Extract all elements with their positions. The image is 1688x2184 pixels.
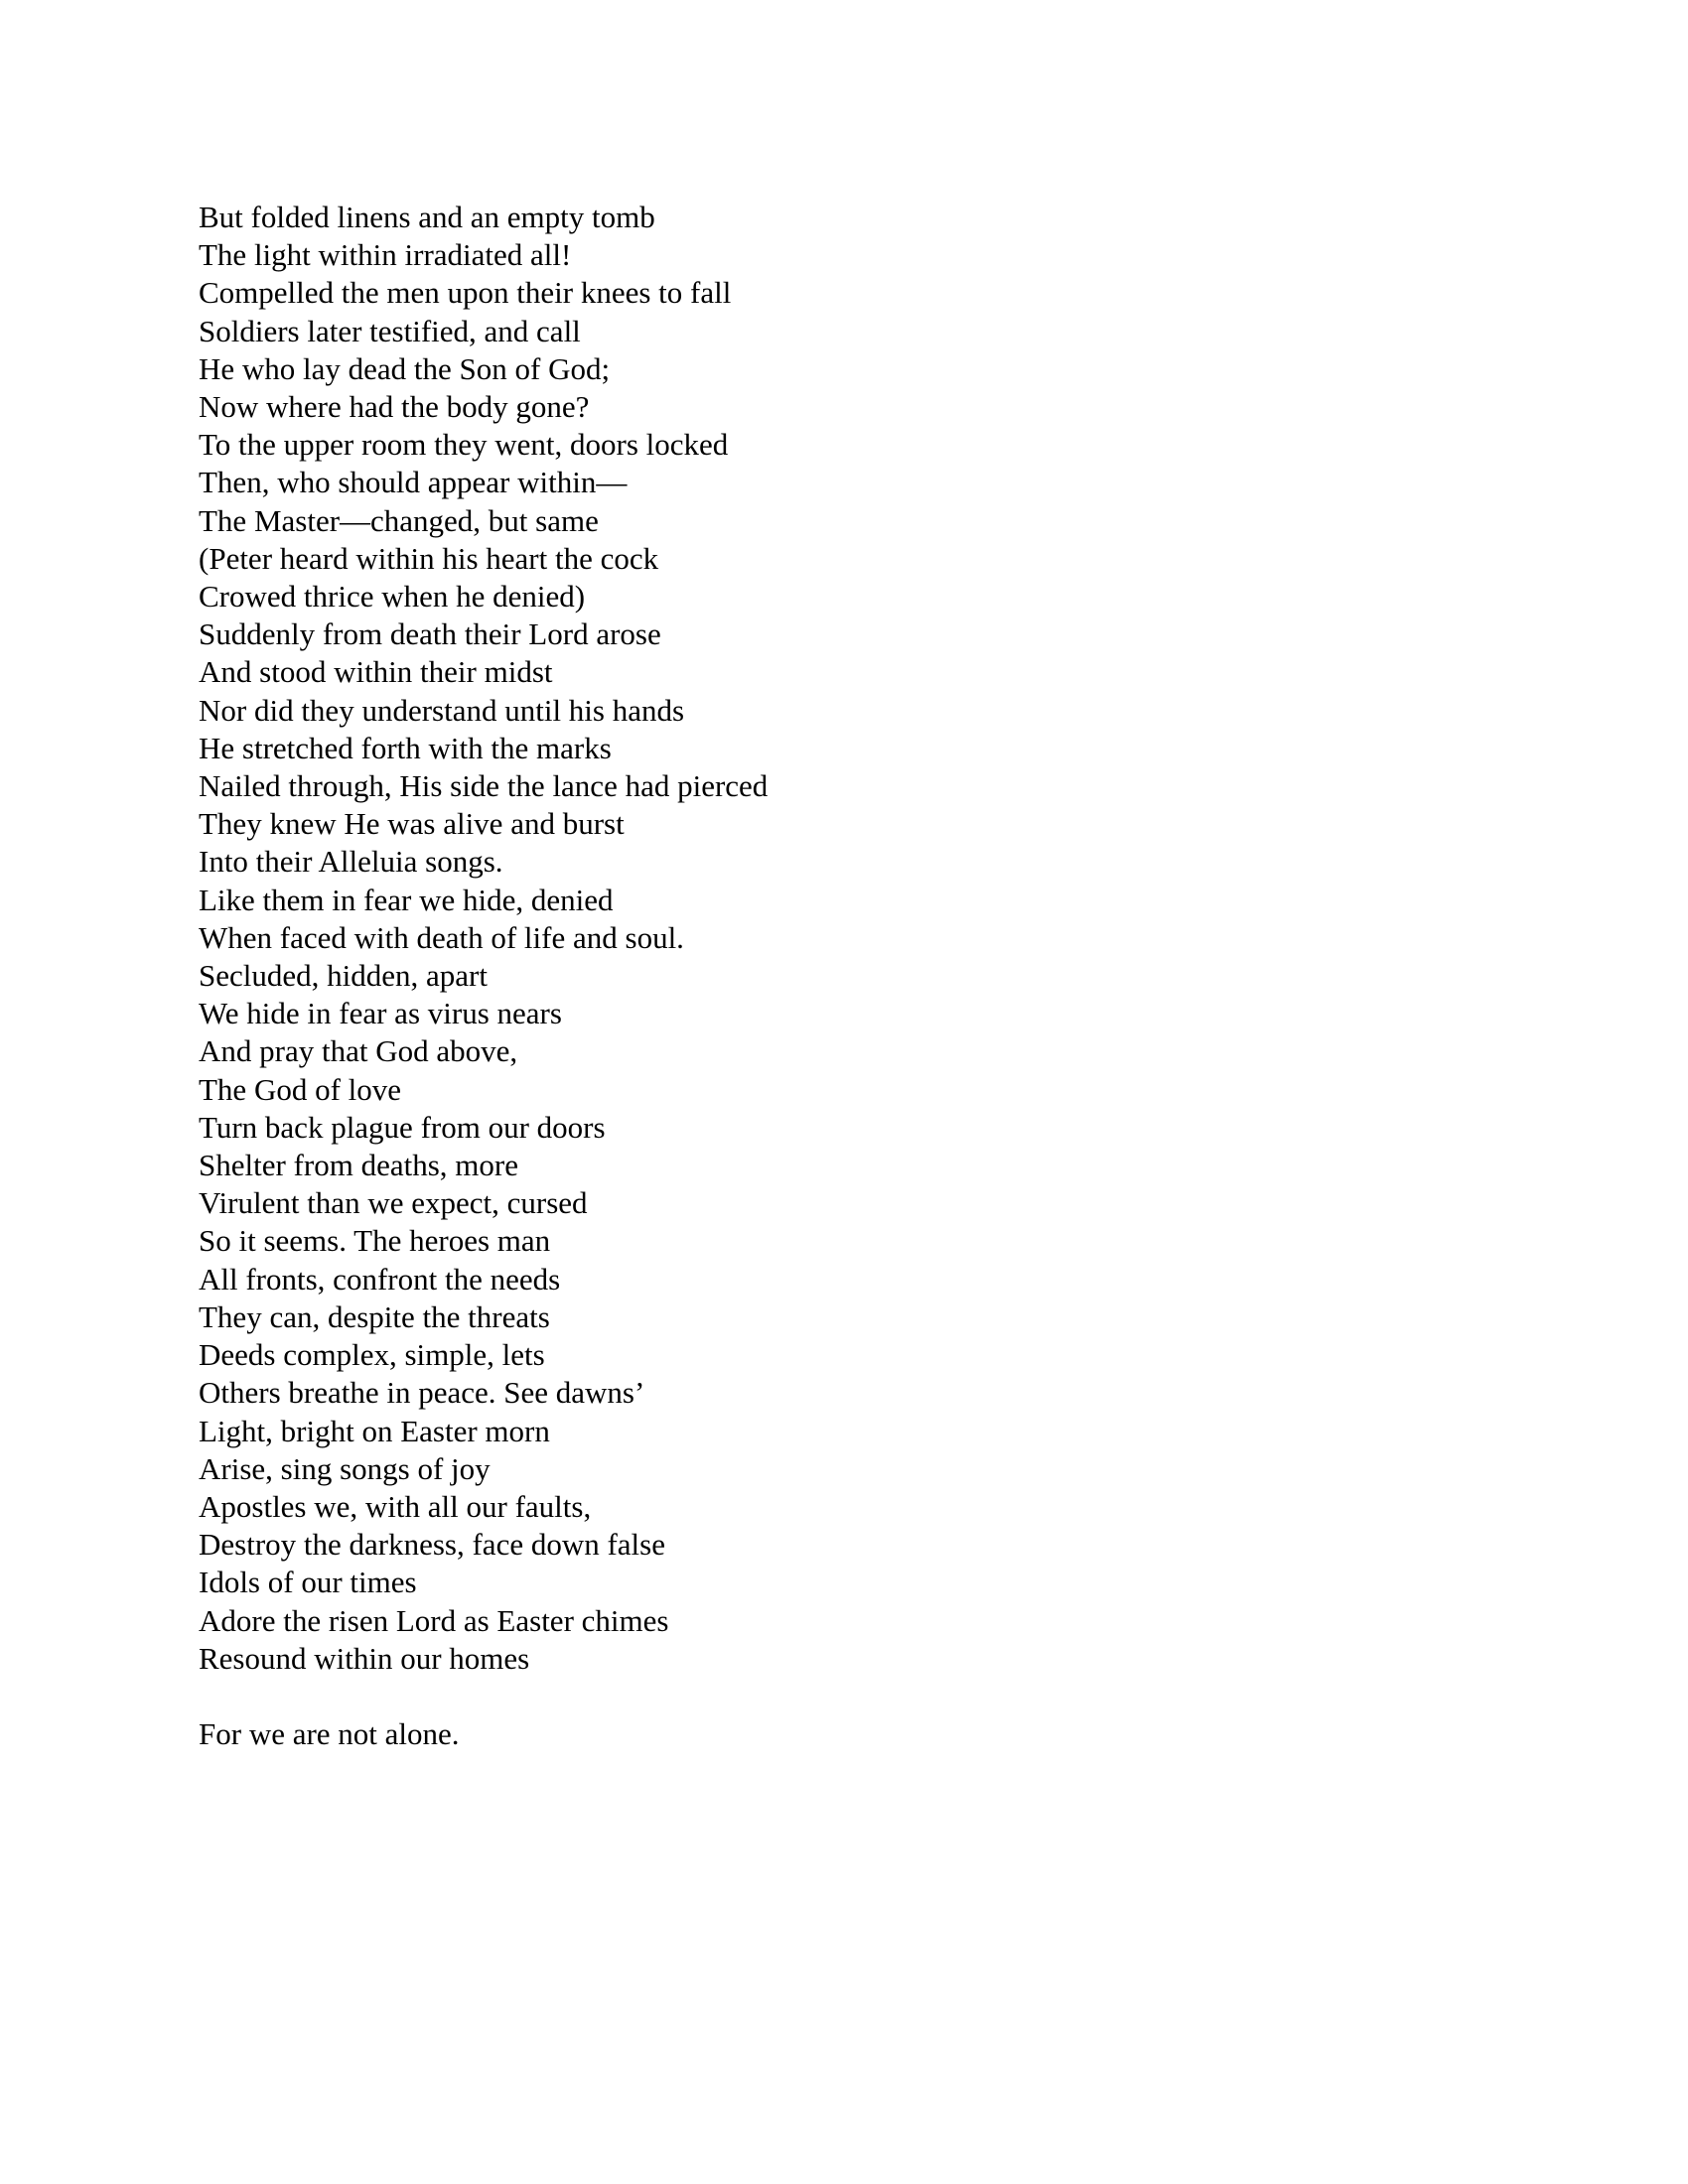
poem-line: All fronts, confront the needs [199, 1261, 561, 1297]
poem-line: Idols of our times [199, 1565, 417, 1600]
poem-line: But folded linens and an empty tomb [199, 200, 655, 234]
poem-line: He who lay dead the Son of God; [199, 350, 611, 386]
poem-line: Arise, sing songs of joy [199, 1450, 491, 1486]
poem-line: Soldiers later testified, and call [199, 313, 581, 348]
poem-line: The light within irradiated all! [199, 237, 572, 273]
poem-line: Suddenly from death their Lord arose [199, 616, 661, 652]
poem-line: Virulent than we expect, cursed [199, 1185, 588, 1221]
poem-line: Adore the risen Lord as Easter chimes [199, 1602, 669, 1638]
poem-line: And stood within their midst [199, 654, 553, 690]
poem-line: The Master—changed, but same [199, 502, 599, 538]
poem-line: Apostles we, with all our faults, [199, 1488, 592, 1524]
poem-stanza-main [199, 199, 1489, 1678]
poem-line: He stretched forth with the marks [199, 730, 612, 765]
poem-line: Nailed through, His side the lance had pierced [199, 768, 769, 804]
poem-body [199, 199, 1489, 1753]
poem-line: Others breathe in peace. See dawns’ [199, 1375, 645, 1411]
poem-line: Into their Alleluia songs. [199, 844, 503, 880]
poem-closing-line: For we are not alone. [199, 1716, 460, 1752]
poem-line: Compelled the men upon their knees to fall [199, 275, 732, 311]
poem-line: They knew He was alive and burst [199, 806, 625, 842]
poem-line: To the upper room they went, doors locked [199, 427, 729, 463]
poem-line: They can, despite the threats [199, 1298, 550, 1334]
poem-line: Turn back plague from our doors [199, 1109, 606, 1145]
poem-line: Shelter from deaths, more [199, 1148, 518, 1183]
poem-line: So it seems. The heroes man [199, 1223, 551, 1259]
poem-line: Like them in fear we hide, denied [199, 882, 614, 917]
poem-line: Destroy the darkness, face down false [199, 1527, 665, 1563]
poem-line: When faced with death of life and soul. [199, 919, 684, 955]
poem-line: Crowed thrice when he denied) [199, 579, 586, 614]
poem-line: Now where had the body gone? [199, 389, 590, 425]
poem-line: Deeds complex, simple, lets [199, 1337, 545, 1373]
poem-line: We hide in fear as virus nears [199, 996, 562, 1031]
poem-line: Nor did they understand until his hands [199, 692, 685, 728]
poem-line: And pray that God above, [199, 1033, 518, 1069]
poem-line: The God of love [199, 1071, 402, 1107]
poem-line: Secluded, hidden, apart [199, 958, 488, 994]
poem-line: Light, bright on Easter morn [199, 1413, 550, 1448]
poem-line: Then, who should appear within— [199, 465, 628, 500]
poem-line: (Peter heard within his heart the cock [199, 540, 659, 576]
poem-line: Resound within our homes [199, 1640, 530, 1676]
